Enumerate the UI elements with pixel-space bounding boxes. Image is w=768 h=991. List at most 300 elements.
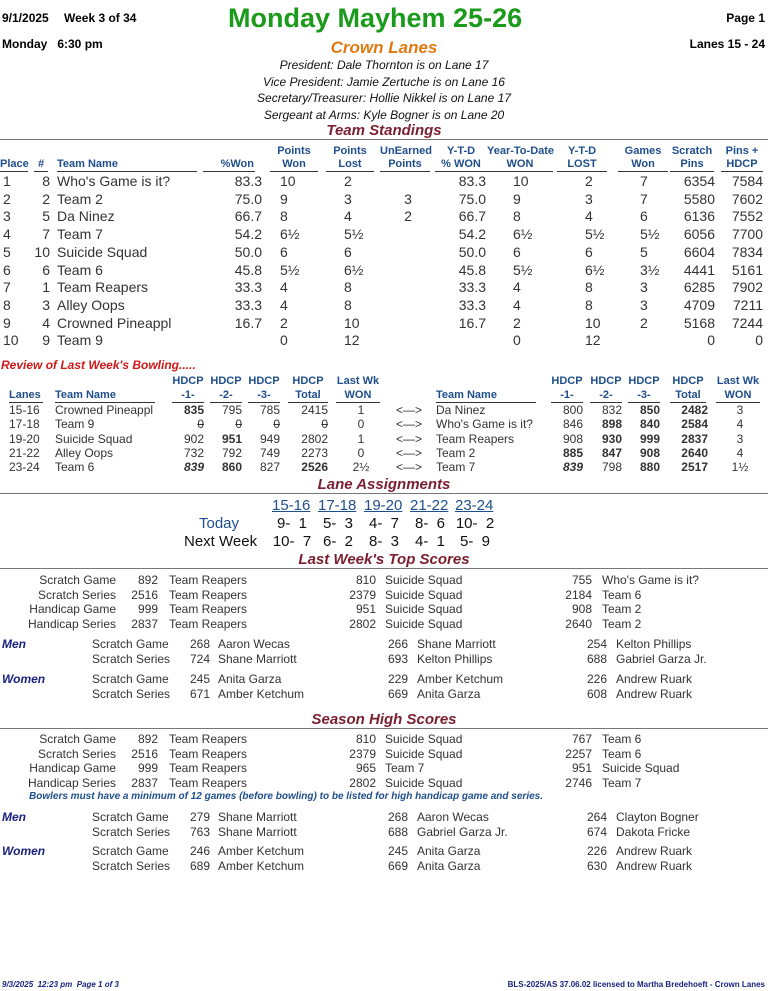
score-name: Who's Game is it?: [602, 573, 699, 587]
score-category: Scratch Series: [37, 587, 116, 602]
standings-cell: Who's Game is it?: [57, 173, 171, 189]
score-name: Suicide Squad: [385, 732, 463, 746]
column-header: Total: [675, 389, 701, 401]
standings-cell: 3: [344, 190, 352, 207]
standings-cell: 5168: [683, 314, 715, 331]
score-value: 951: [355, 602, 376, 616]
score-category: Scratch Series: [37, 746, 116, 761]
standings-cell: [398, 262, 418, 280]
column-header: %Won: [220, 158, 254, 170]
review-cell: 2837: [681, 431, 708, 446]
score-name: Team 7: [602, 775, 642, 790]
score-value: 688: [586, 651, 607, 666]
standings-cell: 83.3: [458, 173, 486, 189]
column-header: Last Wk: [336, 375, 380, 387]
divider: [0, 568, 768, 569]
review-cell: 839: [183, 460, 204, 475]
score-category: Scratch Series: [92, 824, 171, 839]
minimum-games-note: Bowlers must have a minimum of 12 games (before bowling) to be listed for high handicap game and series.: [29, 791, 543, 802]
review-cell: 827: [259, 460, 280, 475]
score-value: 245: [387, 844, 408, 858]
standings-cell: 7902: [731, 279, 763, 296]
score-value: 268: [387, 810, 408, 824]
standings-cell: 50.0: [458, 243, 486, 260]
header-underline: [57, 171, 197, 172]
column-header: Total: [295, 389, 321, 401]
header-underline: [270, 171, 318, 172]
header-underline: [670, 171, 714, 172]
review-cell: 2584: [681, 417, 708, 432]
review-cell: 0: [235, 417, 242, 432]
column-header: LOST: [567, 158, 597, 170]
standings-cell: 5½: [344, 226, 364, 243]
standings-cell: 16.7: [458, 314, 486, 331]
standings-cell: Team Reapers: [57, 279, 149, 296]
score-value: 724: [189, 651, 210, 666]
standings-cell: 6½: [585, 261, 605, 278]
column-header: HDCP: [628, 375, 660, 387]
standings-cell: 16.7: [234, 314, 262, 331]
standings-cell: 4: [280, 296, 288, 313]
score-category: Scratch Series: [92, 651, 171, 666]
standings-cell: 45.8: [458, 261, 486, 278]
review-cell: 840: [639, 417, 660, 432]
score-name: Gabriel Garza Jr.: [417, 824, 508, 839]
review-cell: 949: [259, 431, 280, 446]
last-week-title: Last Week's Top Scores: [298, 551, 470, 568]
score-name: Team Reapers: [169, 761, 248, 775]
women-label: Women: [2, 844, 46, 858]
standings-cell: 2: [585, 173, 593, 189]
standings-cell: 3½: [640, 261, 660, 278]
score-value: 892: [137, 573, 158, 587]
score-value: 999: [137, 602, 158, 616]
bowling-center: Crown Lanes: [330, 38, 438, 57]
score-category: Scratch Game: [92, 672, 169, 686]
review-cell: Team 9: [55, 417, 95, 432]
header-underline: [557, 171, 607, 172]
standings-cell: 6: [42, 261, 50, 278]
standings-cell: 9: [513, 190, 521, 207]
lanes-range: Lanes 15 - 24: [689, 37, 765, 51]
score-name: Dakota Fricke: [616, 824, 691, 839]
officer-line: Vice President: Jamie Zertuche is on Lane 16: [263, 74, 505, 89]
score-value: 264: [586, 810, 607, 824]
review-cell: 0: [273, 417, 280, 432]
column-header: Y-T-D: [446, 145, 476, 157]
score-category: Scratch Game: [92, 844, 169, 858]
standings-cell: Team 7: [57, 226, 103, 243]
review-cell: Alley Oops: [55, 445, 114, 460]
score-value: 2257: [565, 746, 592, 761]
today-matchup: 5- 3: [322, 515, 353, 532]
print-date: 9/1/2025: [2, 11, 49, 25]
standings-cell: 7: [640, 190, 648, 207]
standings-cell: 3: [3, 208, 11, 225]
standings-cell: 8: [585, 279, 593, 296]
column-header: Team Name: [436, 389, 497, 401]
review-cell: <—>: [395, 460, 422, 475]
standings-cell: 10: [344, 314, 360, 331]
standings-cell: [448, 332, 486, 350]
today-matchup: 4- 7: [368, 515, 399, 532]
standings-cell: 8: [344, 296, 352, 313]
score-value: 763: [189, 824, 210, 839]
column-header: Scratch: [671, 145, 713, 157]
column-header: -1-: [181, 389, 195, 401]
column-header: HDCP: [292, 375, 324, 387]
standings-cell: 5½: [640, 226, 660, 243]
review-cell: 23-24: [9, 460, 40, 475]
standings-cell: 4: [3, 226, 11, 243]
score-value: 229: [387, 672, 408, 686]
review-cell: 749: [259, 445, 280, 460]
score-name: Team 6: [602, 732, 642, 746]
standings-cell: 4: [344, 208, 352, 225]
header-underline: [721, 171, 763, 172]
review-cell: 902: [183, 431, 204, 446]
header-underline: [34, 171, 48, 172]
standings-cell: 0: [707, 332, 715, 349]
standings-cell: 6285: [683, 279, 715, 296]
standings-cell: 2: [42, 190, 50, 207]
score-value: 689: [189, 858, 210, 873]
column-header: Pins: [680, 158, 704, 170]
today-matchup: 10- 2: [455, 515, 495, 532]
column-header: -2-: [599, 389, 613, 401]
score-value: 266: [387, 637, 408, 651]
standings-cell: 5161: [731, 261, 763, 278]
review-cell: 880: [639, 460, 660, 475]
review-cell: 951: [221, 431, 242, 446]
score-name: Team Reapers: [169, 732, 248, 746]
standings-cell: 3: [404, 190, 412, 207]
review-cell: Team 2: [436, 445, 476, 460]
score-name: Gabriel Garza Jr.: [616, 651, 707, 666]
standings-cell: 75.0: [458, 190, 486, 207]
column-header: HDCP: [172, 375, 204, 387]
standings-cell: 7584: [731, 173, 763, 189]
standings-cell: [398, 315, 418, 333]
score-name: Andrew Ruark: [616, 672, 693, 686]
standings-cell: 3: [585, 190, 593, 207]
score-name: Amber Ketchum: [218, 844, 305, 858]
standings-cell: 83.3: [234, 173, 262, 189]
header-underline: [380, 171, 430, 172]
standings-cell: 6: [280, 243, 288, 260]
review-cell: 2517: [681, 460, 708, 475]
score-value: 2837: [131, 775, 158, 790]
standings-cell: 8: [585, 296, 593, 313]
standings-cell: 7: [3, 279, 11, 296]
score-name: Aaron Wecas: [218, 637, 290, 651]
column-header: WON: [506, 158, 534, 170]
review-cell: 847: [601, 445, 622, 460]
standings-cell: 6: [344, 243, 352, 260]
standings-cell: 7211: [732, 296, 763, 313]
footer-printed: 9/3/2025 12:23 pm Page 1 of 3: [2, 980, 119, 989]
lane-pair-header: 19-20: [364, 497, 403, 514]
column-header: Lanes: [9, 389, 41, 401]
standings-cell: 10: [280, 173, 296, 189]
score-category: Handicap Series: [27, 616, 116, 631]
review-cell: 15-16: [9, 403, 40, 417]
score-category: Handicap Game: [29, 602, 116, 616]
review-cell: Who's Game is it?: [436, 417, 533, 432]
standings-cell: 33.3: [234, 279, 262, 296]
score-value: 810: [355, 732, 376, 746]
score-value: 951: [571, 761, 592, 775]
standings-cell: 0: [755, 332, 763, 349]
column-header: Team Name: [57, 158, 118, 170]
column-header: #: [37, 158, 45, 170]
score-name: Amber Ketchum: [218, 858, 305, 873]
divider: [0, 139, 768, 140]
score-value: 965: [355, 761, 376, 775]
score-name: Suicide Squad: [385, 602, 463, 616]
league-title: Monday Mayhem 25-26: [228, 3, 523, 33]
standings-cell: 1: [42, 279, 50, 296]
standings-cell: 5580: [683, 190, 715, 207]
score-name: Team 6: [602, 746, 642, 761]
column-header: HDCP: [672, 375, 704, 387]
review-cell: 850: [639, 403, 660, 417]
lane-pair-header: 15-16: [272, 497, 311, 514]
standings-cell: 75.0: [234, 190, 262, 207]
score-value: 767: [571, 732, 592, 746]
score-name: Kelton Phillips: [417, 651, 493, 666]
today-matchup: 8- 6: [414, 515, 445, 532]
standings-cell: 6: [585, 243, 593, 260]
review-cell: 21-22: [9, 445, 40, 460]
score-value: 671: [189, 686, 210, 701]
score-name: Team Reapers: [169, 775, 248, 790]
column-header: -3-: [257, 389, 271, 401]
review-cell: 800: [562, 403, 583, 417]
review-cell: 2802: [301, 431, 328, 446]
score-name: Suicide Squad: [385, 775, 463, 790]
next-week-matchup: 4- 1: [414, 533, 445, 550]
standings-cell: 6056: [683, 226, 715, 243]
standings-cell: 8: [513, 208, 521, 225]
standings-cell: 6: [513, 243, 521, 260]
divider: [0, 728, 768, 729]
score-name: Team 2: [602, 602, 642, 616]
score-name: Shane Marriott: [218, 824, 297, 839]
lane-pair-header: 21-22: [410, 497, 449, 514]
standings-cell: 12: [344, 332, 360, 349]
standings-cell: 6½: [280, 226, 300, 243]
review-cell: 795: [221, 403, 242, 417]
standings-cell: 8: [42, 173, 50, 189]
review-cell: 3: [736, 431, 744, 446]
score-value: 2184: [565, 587, 592, 602]
score-value: 254: [586, 637, 607, 651]
column-header: Place: [0, 158, 29, 170]
review-cell: 2415: [301, 403, 328, 417]
score-name: Suicide Squad: [385, 587, 463, 602]
score-name: Team 6: [602, 587, 642, 602]
next-week-matchup: 6- 2: [322, 533, 353, 550]
review-cell: 4: [736, 445, 744, 460]
standings-cell: 9: [42, 332, 50, 349]
score-value: 693: [387, 651, 408, 666]
standings-cell: 2: [404, 208, 412, 225]
standings-cell: 7244: [731, 314, 763, 331]
review-cell: 835: [183, 403, 204, 417]
score-value: 669: [387, 858, 408, 873]
standings-cell: 3: [640, 296, 648, 313]
standings-cell: 5: [42, 208, 50, 225]
standings-cell: 45.8: [234, 261, 262, 278]
standings-cell: 5: [3, 243, 11, 260]
score-name: Anita Garza: [417, 844, 481, 858]
standings-cell: 7: [640, 173, 648, 189]
lane-pair-header: 23-24: [455, 497, 494, 514]
score-value: 2802: [349, 616, 376, 631]
score-name: Andrew Ruark: [616, 844, 693, 858]
standings-cell: [398, 226, 418, 244]
review-cell: 792: [221, 445, 242, 460]
standings-cell: 4: [280, 279, 288, 296]
standings-cell: [398, 332, 418, 350]
score-name: Amber Ketchum: [218, 686, 305, 701]
review-cell: 19-20: [9, 431, 40, 446]
score-name: Amber Ketchum: [417, 672, 504, 686]
standings-cell: [398, 297, 418, 315]
standings-cell: 6: [640, 208, 648, 225]
standings-cell: Team 6: [57, 261, 103, 278]
score-value: 2802: [349, 775, 376, 790]
column-header: HDCP: [590, 375, 622, 387]
standings-cell: 4709: [683, 296, 715, 313]
column-header: -3-: [637, 389, 651, 401]
standings-cell: 10: [34, 243, 50, 260]
review-cell: <—>: [395, 403, 422, 417]
standings-cell: 5½: [513, 261, 533, 278]
standings-cell: 8: [280, 208, 288, 225]
review-cell: Team 7: [436, 460, 476, 475]
score-value: 755: [571, 573, 592, 587]
header-underline: [326, 171, 374, 172]
score-name: Anita Garza: [218, 672, 282, 686]
review-cell: 1: [357, 431, 365, 446]
review-cell: 3: [736, 403, 744, 417]
score-value: 608: [586, 686, 607, 701]
standings-cell: 10: [585, 314, 601, 331]
review-cell: <—>: [395, 445, 422, 460]
standings-cell: 54.2: [458, 226, 486, 243]
standings-cell: 0: [280, 332, 288, 349]
score-category: Scratch Game: [92, 810, 169, 824]
standings-cell: 7700: [731, 226, 763, 243]
score-value: 674: [586, 824, 607, 839]
header-underline: [203, 171, 255, 172]
standings-cell: [398, 244, 418, 262]
score-category: Handicap Series: [27, 775, 116, 790]
standings-cell: [220, 332, 262, 350]
review-cell: <—>: [395, 431, 422, 446]
score-category: Scratch Game: [92, 637, 169, 651]
next-week-matchup: 8- 3: [368, 533, 399, 550]
standings-cell: 9: [280, 190, 288, 207]
next-week-label: Next Week: [184, 533, 258, 550]
score-name: Shane Marriott: [218, 651, 297, 666]
score-value: 268: [189, 637, 210, 651]
standings-cell: [640, 332, 660, 350]
score-name: Team Reapers: [169, 616, 248, 631]
score-name: Team Reapers: [169, 573, 248, 587]
score-name: Team Reapers: [169, 746, 248, 761]
header-underline: [487, 171, 553, 172]
score-value: 669: [387, 686, 408, 701]
review-cell: 732: [183, 445, 204, 460]
standings-cell: Team 9: [57, 332, 103, 349]
standings-cell: 2: [280, 314, 288, 331]
officer-line: Sergeant at Arms: Kyle Bogner is on Lane 20: [263, 107, 505, 122]
page-number: Page 1: [726, 11, 765, 25]
column-header: -2-: [219, 389, 233, 401]
score-value: 2516: [131, 587, 158, 602]
standings-title: Team Standings: [326, 122, 442, 139]
standings-cell: 4441: [683, 261, 715, 278]
score-name: Clayton Bogner: [616, 810, 699, 824]
column-header: Pins +: [725, 145, 759, 157]
standings-cell: 8: [344, 279, 352, 296]
review-cell: 908: [562, 431, 583, 446]
score-category: Handicap Game: [29, 761, 116, 775]
score-category: Scratch Series: [92, 686, 171, 701]
score-name: Team 7: [385, 761, 425, 775]
men-label: Men: [2, 810, 26, 824]
standings-cell: 4: [513, 296, 521, 313]
review-cell: Suicide Squad: [55, 431, 133, 446]
score-category: Scratch Game: [39, 573, 116, 587]
score-name: Anita Garza: [417, 686, 481, 701]
score-name: Suicide Squad: [385, 746, 463, 761]
standings-cell: 66.7: [234, 208, 262, 225]
score-name: Suicide Squad: [602, 761, 680, 775]
column-header: WON: [724, 389, 752, 401]
score-value: 810: [355, 573, 376, 587]
score-value: 892: [137, 732, 158, 746]
column-header: Y-T-D: [567, 145, 597, 157]
officer-line: Secretary/Treasurer: Hollie Nikkel is on Lane 17: [257, 91, 511, 105]
review-cell: 0: [357, 417, 365, 432]
column-header: Points: [333, 145, 367, 157]
standings-cell: 33.3: [234, 296, 262, 313]
standings-cell: 10: [3, 332, 19, 349]
standings-cell: Alley Oops: [57, 296, 125, 313]
score-value: 999: [137, 761, 158, 775]
standings-cell: 0: [513, 332, 521, 349]
standings-cell: 2: [513, 314, 521, 331]
column-header: Lost: [338, 158, 362, 170]
column-header: Won: [631, 158, 655, 170]
review-cell: 999: [639, 431, 660, 446]
column-header: -1-: [560, 389, 574, 401]
standings-cell: 6½: [344, 261, 364, 278]
standings-cell: 3: [42, 296, 50, 313]
standings-cell: 2: [640, 314, 648, 331]
review-cell: 832: [601, 403, 622, 417]
standings-cell: [398, 279, 418, 297]
footer-license: BLS-2025/AS 37.06.02 licensed to Martha Bredehoeft - Crown Lanes: [507, 980, 765, 989]
review-cell: 2640: [681, 445, 708, 460]
standings-cell: 54.2: [234, 226, 262, 243]
score-name: Anita Garza: [417, 858, 481, 873]
column-header: HDCP: [248, 375, 280, 387]
